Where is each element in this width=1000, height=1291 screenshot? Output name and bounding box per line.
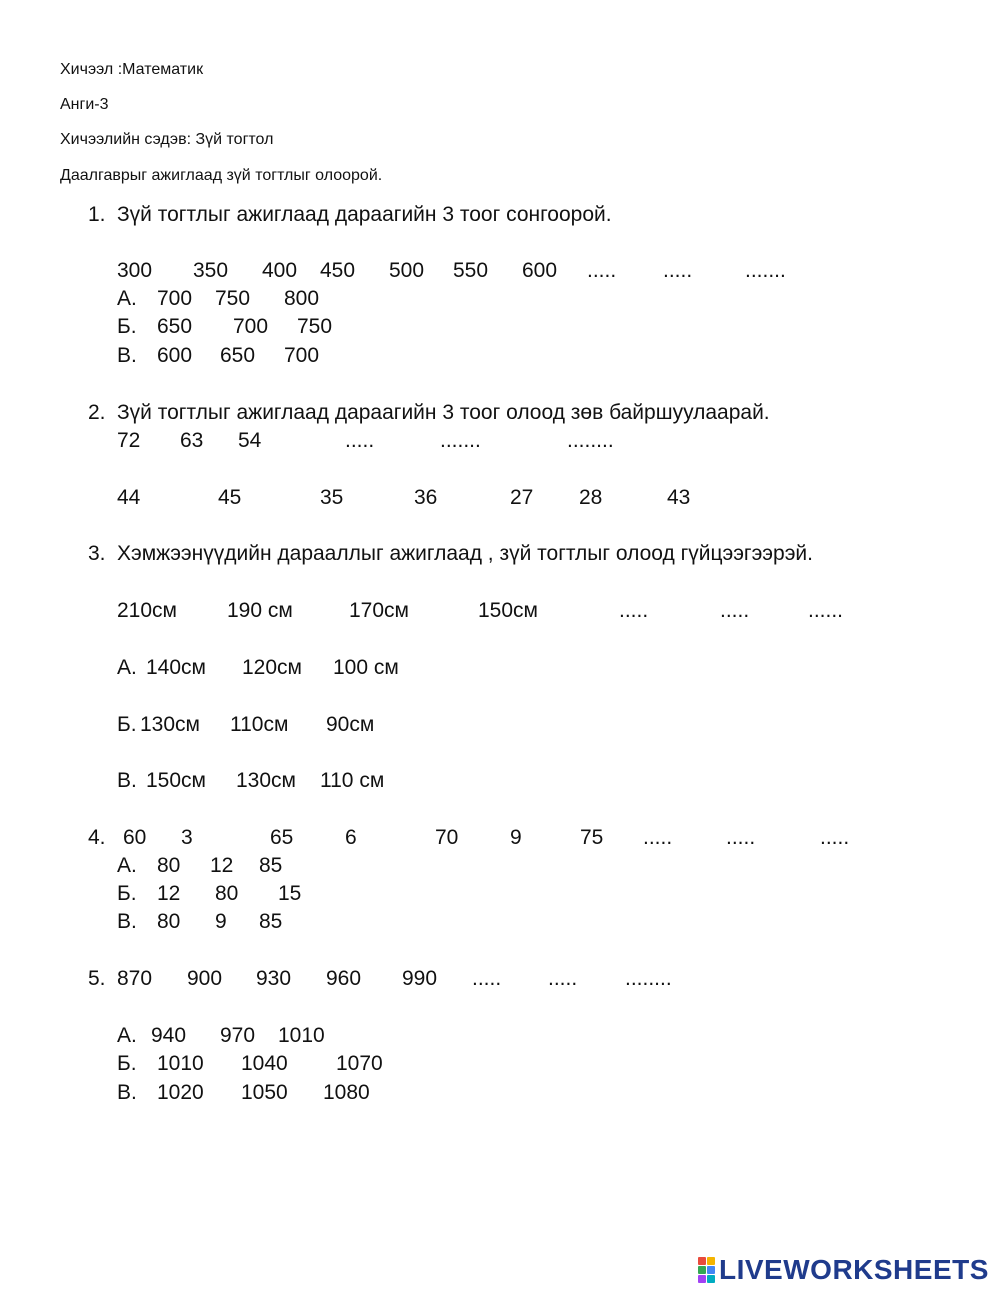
- q4-option-a-v3: 85: [259, 854, 283, 877]
- q5-seq-2: 900: [187, 967, 223, 990]
- q1-option-c-label[interactable]: В.: [117, 344, 137, 367]
- q1-blank-3[interactable]: .......: [745, 259, 786, 282]
- q2-blank-3[interactable]: ........: [567, 429, 614, 452]
- instruction-line: Даалгаврыг ажиглаад зүй тогтлыг олоорой.: [60, 167, 383, 184]
- q3-option-a-v3: 100 см: [333, 656, 399, 679]
- q2-seq-2: 63: [180, 429, 204, 452]
- liveworksheets-logo[interactable]: [698, 1255, 989, 1285]
- q1-blank-2[interactable]: .....: [663, 259, 693, 282]
- q1-option-c-v3: 700: [284, 344, 320, 367]
- q3-seq-4: 150см: [478, 599, 538, 622]
- q3-blank-2[interactable]: .....: [720, 599, 750, 622]
- q3-option-b-label[interactable]: Б.: [117, 713, 137, 736]
- q1-option-a-v2: 750: [215, 287, 251, 310]
- q3-blank-1[interactable]: .....: [619, 599, 649, 622]
- logo-block: [707, 1266, 715, 1274]
- q5-option-a-v3: 1010: [278, 1024, 325, 1047]
- q5-seq-4: 960: [326, 967, 362, 990]
- q4-option-b-v1: 12: [157, 882, 181, 905]
- q1-seq-4: 450: [320, 259, 356, 282]
- q5-option-b-label[interactable]: Б.: [117, 1052, 137, 1075]
- q1-seq-5: 500: [389, 259, 425, 282]
- q5-blank-1[interactable]: .....: [472, 967, 502, 990]
- q2-text: Зүй тогтлыг ажиглаад дараагийн 3 тоог олоод зөв байршуулаарай.: [117, 401, 770, 424]
- q1-seq-6: 550: [453, 259, 489, 282]
- q4-seq-5: 70: [435, 826, 459, 849]
- q1-option-a-v3: 800: [284, 287, 320, 310]
- q5-seq-3: 930: [256, 967, 292, 990]
- q3-seq-2: 190 см: [227, 599, 293, 622]
- q5-option-b-v3: 1070: [336, 1052, 383, 1075]
- q1-blank-1[interactable]: .....: [587, 259, 617, 282]
- q3-option-c-v3: 110 см: [320, 769, 385, 792]
- q2-choice-6[interactable]: 28: [579, 486, 603, 509]
- q1-option-b-label[interactable]: Б.: [117, 315, 137, 338]
- q1-seq-7: 600: [522, 259, 558, 282]
- q3-option-c-label[interactable]: В.: [117, 769, 137, 792]
- q2-seq-3: 54: [238, 429, 262, 452]
- logo-block: [698, 1266, 706, 1274]
- q1-number: 1.: [88, 203, 106, 226]
- q2-blank-2[interactable]: .......: [440, 429, 481, 452]
- q3-seq-3: 170см: [349, 599, 409, 622]
- q1-option-b-v3: 750: [297, 315, 333, 338]
- q3-seq-1: 210см: [117, 599, 177, 622]
- q5-option-c-v2: 1050: [241, 1081, 288, 1104]
- q3-option-c-v1: 150см: [146, 769, 206, 792]
- q3-option-a-v1: 140см: [146, 656, 206, 679]
- q1-option-b-v2: 700: [233, 315, 269, 338]
- q1-option-c-v1: 600: [157, 344, 193, 367]
- q2-choice-5[interactable]: 27: [510, 486, 534, 509]
- q1-option-b-v1: 650: [157, 315, 193, 338]
- q4-option-c-v3: 85: [259, 910, 283, 933]
- q5-option-a-v2: 970: [220, 1024, 256, 1047]
- q5-option-c-v1: 1020: [157, 1081, 204, 1104]
- q3-blank-3[interactable]: ......: [808, 599, 844, 622]
- q5-blank-3[interactable]: ........: [625, 967, 672, 990]
- q3-text: Хэмжээнүүдийн дарааллыг ажиглаад , зүй тогтлыг олоод гүйцээгээрэй.: [117, 542, 813, 565]
- q5-seq-5: 990: [402, 967, 438, 990]
- logo-block: [698, 1275, 706, 1283]
- brand-name: LIVEWORKSHEETS: [719, 1254, 989, 1285]
- q4-option-b-v2: 80: [215, 882, 239, 905]
- q2-choice-4[interactable]: 36: [414, 486, 438, 509]
- q4-option-a-v2: 12: [210, 854, 234, 877]
- q1-option-a-v1: 700: [157, 287, 193, 310]
- q3-option-a-label[interactable]: А.: [117, 656, 137, 679]
- q2-number: 2.: [88, 401, 106, 424]
- q4-seq-7: 75: [580, 826, 604, 849]
- q2-blank-1[interactable]: .....: [345, 429, 375, 452]
- logo-block: [707, 1257, 715, 1265]
- q5-option-a-v1: 940: [151, 1024, 187, 1047]
- q1-seq-2: 350: [193, 259, 229, 282]
- q4-blank-1[interactable]: .....: [643, 826, 673, 849]
- logo-blocks-icon: [698, 1257, 715, 1283]
- q4-option-a-v1: 80: [157, 854, 181, 877]
- q4-blank-3[interactable]: .....: [820, 826, 850, 849]
- q2-choice-3[interactable]: 35: [320, 486, 344, 509]
- q4-option-c-v1: 80: [157, 910, 181, 933]
- q4-seq-4: 6: [345, 826, 357, 849]
- q5-seq-1: 870: [117, 967, 153, 990]
- q2-choice-1[interactable]: 44: [117, 486, 141, 509]
- topic-line: Хичээлийн сэдэв: Зүй тогтол: [60, 131, 274, 148]
- q4-option-b-label[interactable]: Б.: [117, 882, 137, 905]
- q4-blank-2[interactable]: .....: [726, 826, 756, 849]
- q4-seq-1: 60: [123, 826, 147, 849]
- q3-number: 3.: [88, 542, 106, 565]
- q3-option-a-v2: 120см: [242, 656, 302, 679]
- q1-option-c-v2: 650: [220, 344, 256, 367]
- q4-seq-2: 3: [181, 826, 193, 849]
- q5-option-b-v2: 1040: [241, 1052, 288, 1075]
- grade-line: Анги-3: [60, 96, 109, 113]
- q5-blank-2[interactable]: .....: [548, 967, 578, 990]
- q3-option-b-v2: 110см: [230, 713, 289, 736]
- q1-text: Зүй тогтлыг ажиглаад дараагийн 3 тоог сонгоорой.: [117, 203, 612, 226]
- q4-number: 4.: [88, 826, 106, 849]
- q3-option-c-v2: 130см: [236, 769, 296, 792]
- q5-option-a-label[interactable]: А.: [117, 1024, 137, 1047]
- q4-seq-6: 9: [510, 826, 522, 849]
- q5-option-c-label[interactable]: В.: [117, 1081, 137, 1104]
- q4-option-a-label[interactable]: А.: [117, 854, 137, 877]
- q4-option-c-label[interactable]: В.: [117, 910, 137, 933]
- q5-option-b-v1: 1010: [157, 1052, 204, 1075]
- q5-number: 5.: [88, 967, 106, 990]
- q3-option-b-v3: 90см: [326, 713, 375, 736]
- q4-option-b-v3: 15: [278, 882, 302, 905]
- q1-seq-3: 400: [262, 259, 298, 282]
- q5-option-c-v3: 1080: [323, 1081, 370, 1104]
- q2-choice-2[interactable]: 45: [218, 486, 242, 509]
- q2-seq-1: 72: [117, 429, 141, 452]
- q4-seq-3: 65: [270, 826, 294, 849]
- q4-option-c-v2: 9: [215, 910, 227, 933]
- q1-seq-1: 300: [117, 259, 153, 282]
- subject-line: Хичээл :Математик: [60, 61, 204, 78]
- logo-block: [698, 1257, 706, 1265]
- q3-option-b-v1: 130см: [140, 713, 200, 736]
- logo-block: [707, 1275, 715, 1283]
- q2-choice-7[interactable]: 43: [667, 486, 691, 509]
- q1-option-a-label[interactable]: А.: [117, 287, 137, 310]
